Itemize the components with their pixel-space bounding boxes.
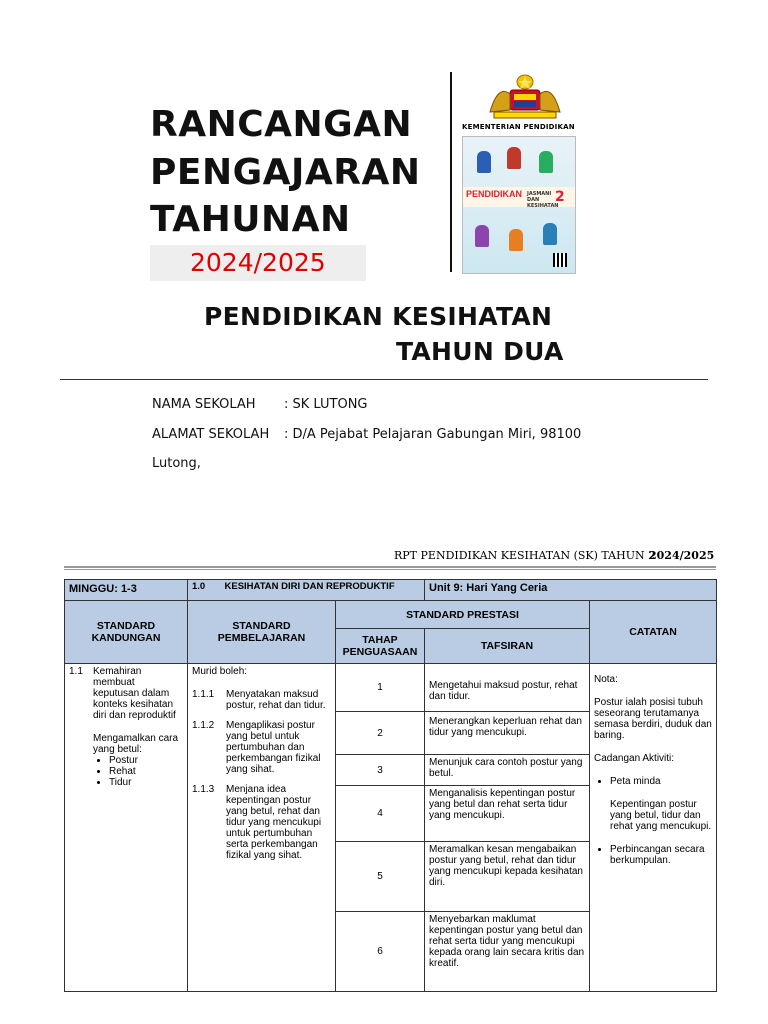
crest-icon [480, 72, 570, 120]
header-rule [64, 566, 716, 568]
topic-title: KESIHATAN DIRI DAN REPRODUKTIF [224, 581, 395, 592]
topic-number: 1.0 [192, 581, 206, 592]
subject-line-2: TAHUN DUA [396, 337, 564, 366]
sp-item-number: 1.1.1 [192, 689, 215, 700]
sk-header: STANDARD KANDUNGAN [65, 601, 188, 664]
sk-item-postur: • Postur [109, 755, 183, 766]
rpt-header-title: RPT PENDIDIKAN KESIHATAN (SK) TAHUN 2 [394, 549, 656, 562]
sp-item-text: Menyatakan maksud postur, rehat dan tidur. [226, 689, 326, 711]
sp-item-number: 1.1.2 [192, 720, 215, 731]
tahap-1: 1 [336, 664, 425, 712]
school-address-label: ALAMAT SEKOLAH [152, 427, 270, 442]
sp-header: STANDARD PEMBELAJARAN [188, 601, 336, 664]
tafsiran-5: Meramalkan kesan mengabaikan postur yang betul, rehat dan tidur yang mencukupi kepada kesihatan diri. [425, 842, 590, 912]
catatan-cadangan: Cadangan Aktiviti: [594, 753, 675, 764]
catatan-activity-1: • Peta minda [610, 776, 712, 787]
sk-cell [65, 664, 188, 992]
tafsiran-3: Menunjuk cara contoh postur yang betul. [425, 755, 590, 786]
tafsiran-4: Menganalisis kepentingan postur yang betul dan rehat serta tidur yang mencukupi. [425, 786, 590, 842]
tahap-2: 2 [336, 712, 425, 755]
tafsiran-header: TAFSIRAN [425, 629, 590, 664]
minggu-cell: MINGGU: 1-3 [65, 580, 188, 601]
catatan-header: CATATAN [590, 601, 717, 664]
cover-divider [60, 379, 708, 380]
ministry-label: KEMENTERIAN PENDIDIKAN [462, 123, 575, 131]
tahap-3: 3 [336, 755, 425, 786]
sp-item-text: Mengaplikasi postur yang betul untuk pertumbuhan dan perkembangan fizikal yang sihat. [226, 720, 321, 775]
textbook-cover [462, 136, 576, 274]
catatan-cell [590, 664, 717, 992]
tafsiran-6: Menyebarkan maklumat kepentingan postur yang betul dan rehat serta tidur yang mencukupi kepada orang lain secara kritis dan kreatif. [425, 912, 590, 992]
sp-item-text: Menjana idea kepentingan postur yang betul, rehat dan tidur yang mencukupi untuk pertumbuhan serta perkembangan fizikal yang sihat. [226, 784, 322, 861]
header-rule-thin [64, 569, 716, 570]
sk-text: Kemahiran membuat keputusan dalam konteks kesihatan diri dan reproduktif [93, 666, 176, 721]
sp-item-number: 1.1.3 [192, 784, 215, 795]
textbook-title: PENDIDIKAN [466, 189, 523, 199]
sp-cell [188, 664, 336, 992]
year-label: 2024/2025 [190, 248, 326, 277]
title-line-2: PENGAJARAN [150, 152, 421, 193]
sp-item [192, 689, 331, 711]
school-address-cont: Lutong, [152, 456, 201, 471]
rpt-header-year: 2024/2025 [649, 549, 715, 562]
sk-number: 1.1 [69, 666, 83, 677]
tahap-header: TAHAP PENGUASAAN [336, 629, 425, 664]
tafsiran-2: Menerangkan keperluan rehat dan tidur yang mencukupi. [425, 712, 590, 755]
title-line-1: RANCANGAN [150, 104, 413, 145]
unit-cell: Unit 9: Hari Yang Ceria [425, 580, 717, 601]
tahap-6: 6 [336, 912, 425, 992]
tafsiran-1: Mengetahui maksud postur, rehat dan tidur. [425, 664, 590, 712]
sp-intro: Murid boleh: [192, 666, 248, 677]
tahap-4: 4 [336, 786, 425, 842]
sp-item [192, 720, 331, 775]
title-line-3: TAHUNAN [150, 199, 351, 240]
qr-code-icon [553, 253, 567, 267]
prestasi-header: STANDARD PRESTASI [336, 601, 590, 629]
sp-item [192, 784, 331, 861]
catatan-activity-2: • Perbincangan secara berkumpulan. [610, 844, 712, 866]
catatan-activity-1-detail: Kepentingan postur yang betul, tidur dan rehat yang mencukupi. [610, 799, 712, 832]
school-name-label: NAMA SEKOLAH [152, 397, 256, 412]
school-name-value: : SK LUTONG [284, 397, 368, 412]
sk-item-tidur: • Tidur [109, 777, 183, 788]
catatan-nota: Nota: [594, 674, 618, 685]
sk-practice: Mengamalkan cara yang betul: [93, 733, 179, 755]
catatan-definition: Postur ialah posisi tubuh seseorang terutamanya semasa berdiri, duduk dan baring. [594, 697, 712, 741]
textbook-number: 2 [555, 189, 565, 205]
textbook-subtitle: JASMANI DAN KESIHATAN [527, 191, 559, 209]
topic-cell [188, 580, 425, 601]
rpt-table [64, 579, 717, 992]
subject-line-1: PENDIDIKAN KESIHATAN [204, 302, 553, 331]
sk-item-rehat: • Rehat [109, 766, 183, 777]
school-address-value: : D/A Pejabat Pelajaran Gabungan Miri, 98100 [284, 427, 582, 442]
vertical-divider [450, 72, 452, 272]
tahap-5: 5 [336, 842, 425, 912]
